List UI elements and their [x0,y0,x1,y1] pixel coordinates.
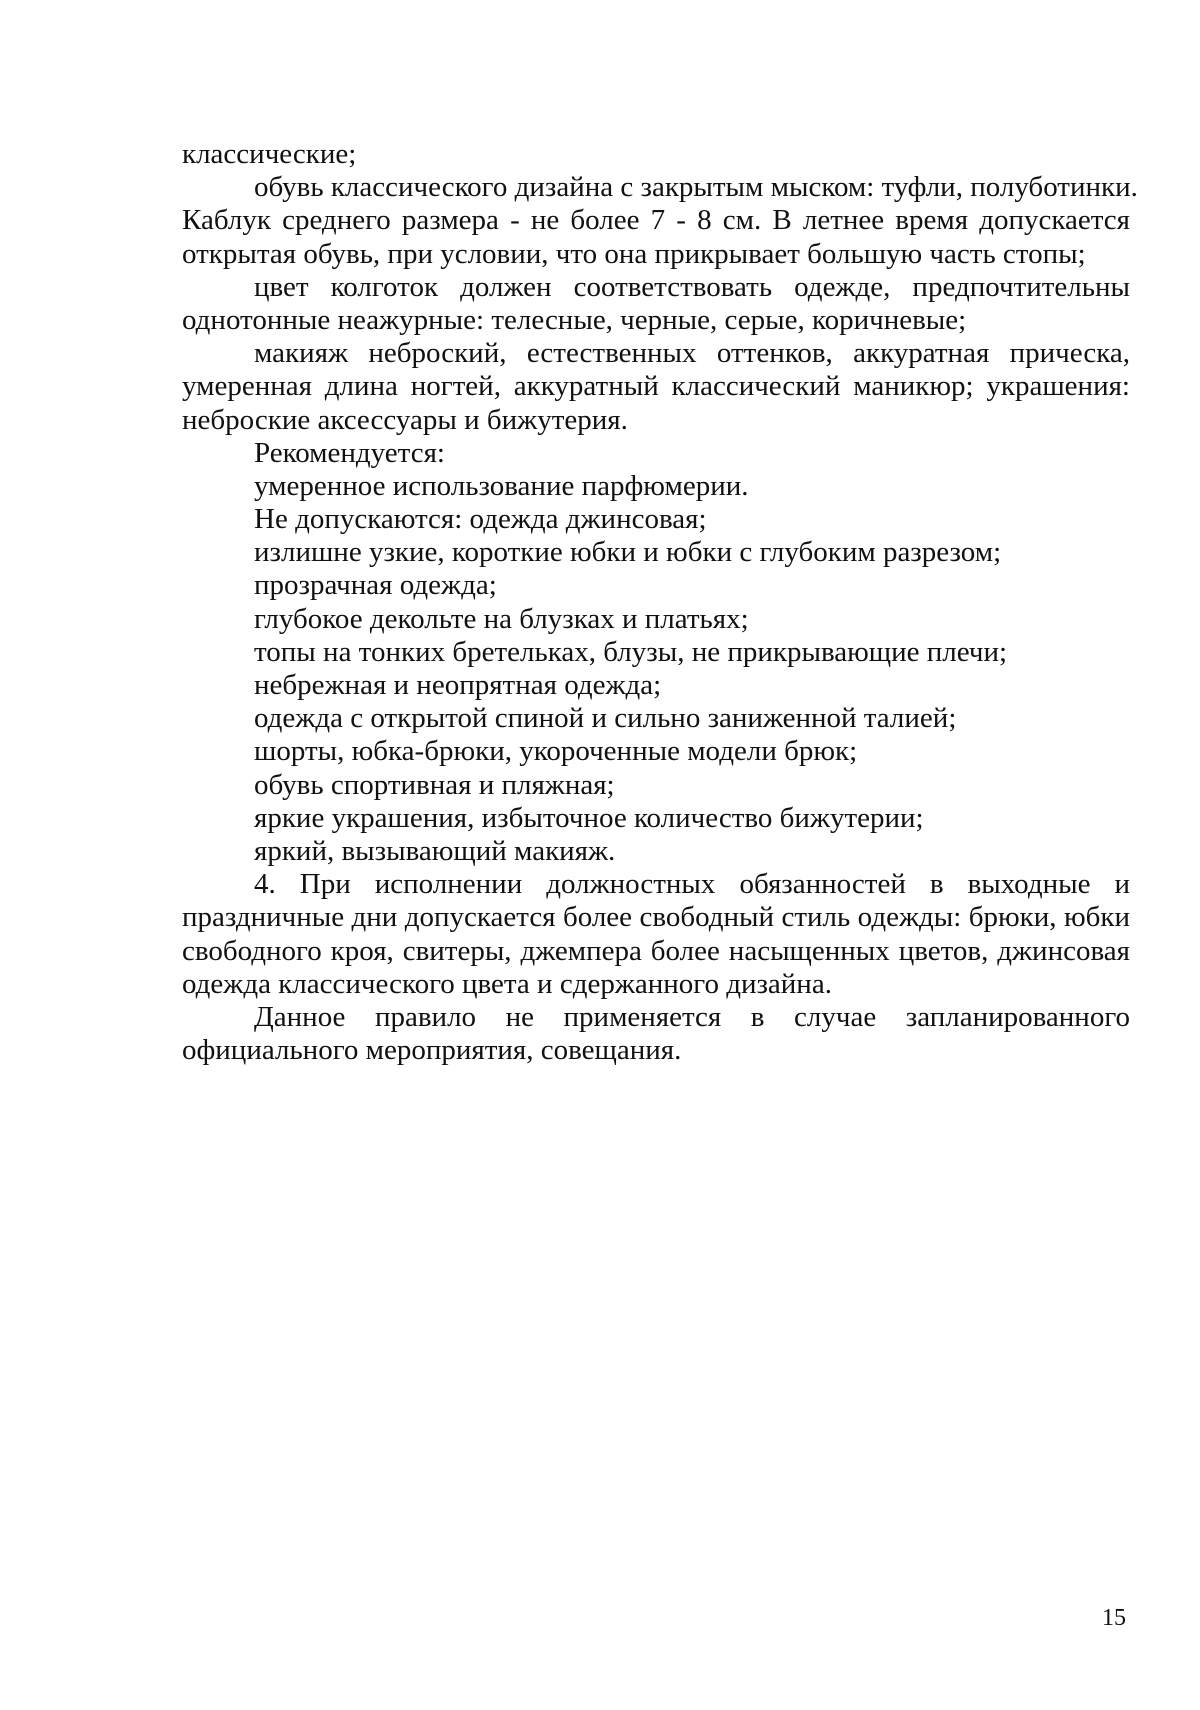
text-line: одежда с открытой спиной и сильно заниженной талией; [254,702,957,735]
text-line: официального мероприятия, совещания. [182,1034,682,1067]
text-line: прозрачная одежда; [254,569,497,602]
text-line: Каблук среднего размера - не более 7 - 8 см. В летнее время допускается [182,204,1130,237]
text-line: яркие украшения, избыточное количество бижутерии; [254,801,924,834]
text-line: обувь классического дизайна с закрытым мыском: туфли, полуботинки. [254,171,1138,204]
text-line: обувь спортивная и пляжная; [254,768,615,801]
text-line: макияж неброский, естественных оттенков, аккуратная прическа, [254,337,1130,370]
document-body [182,138,1138,1067]
text-line: Рекомендуется: [254,436,445,469]
text-line: излишне узкие, короткие юбки и юбки с глубоким разрезом; [254,536,1002,569]
text-line: небрежная и неопрятная одежда; [254,669,662,701]
text-line: одежда классического цвета и сдержанного дизайна. [182,967,832,1000]
text-line: яркий, вызывающий макияж. [254,834,616,867]
text-line: однотонные неажурные: телесные, черные, серые, коричневые; [182,303,967,336]
text-line: цвет колготок должен соответствовать одежде, предпочтительны [254,270,1130,303]
text-line: 4. При исполнении должностных обязанностей в выходные и [254,868,1130,901]
text-line: умеренное использование парфюмерии. [254,469,749,502]
text-line: умеренная длина ногтей, аккуратный классический маникюр; украшения: [182,370,1130,403]
text-line: открытая обувь, при условии, что она прикрывает большую часть стопы; [182,237,1086,270]
text-line: Данное правило не применяется в случае запланированного [254,1000,1130,1033]
text-line: Не допускаются: одежда джинсовая; [254,503,707,536]
text-line: топы на тонких бретельках, блузы, не прикрывающие плечи; [254,635,1008,668]
text-line: свободного кроя, свитеры, джемпера более насыщенных цветов, джинсовая [182,934,1130,967]
page-number: 15 [1102,1605,1126,1631]
text-line: классические; [182,138,357,170]
text-line: праздничные дни допускается более свободный стиль одежды: брюки, юбки [182,901,1130,934]
text-line: шорты, юбка-брюки, укороченные модели брюк; [254,735,858,768]
text-line: глубокое декольте на блузках и платьях; [254,602,749,635]
text-line: неброские аксессуары и бижутерия. [182,403,628,436]
